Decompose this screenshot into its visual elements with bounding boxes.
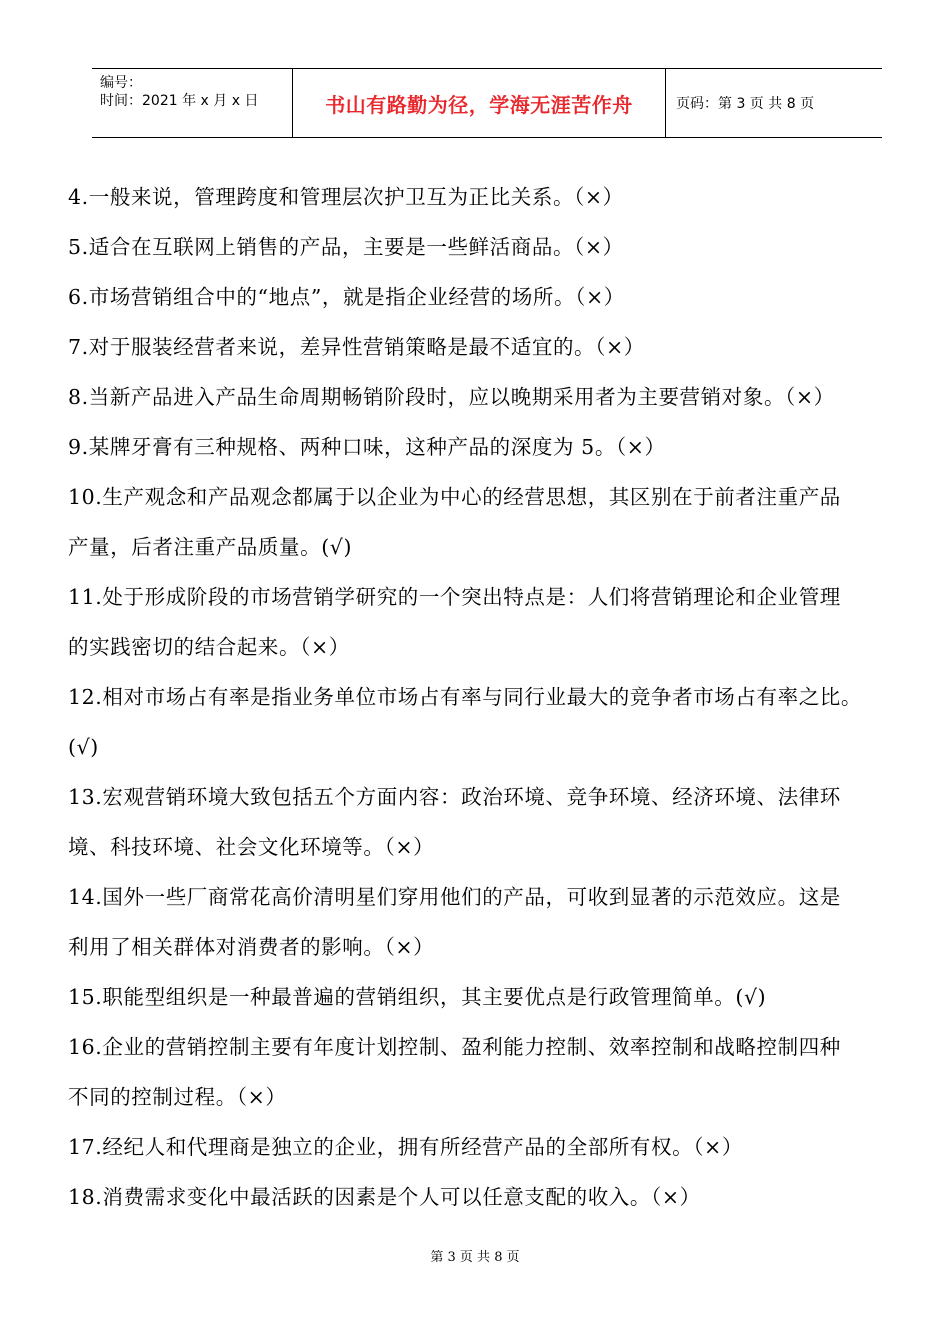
- header-motto-cell: [293, 69, 666, 137]
- text-line: 18.消费需求变化中最活跃的因素是个人可以任意支配的收入。（×）: [68, 1185, 701, 1209]
- text-line: 境、科技环境、社会文化环境等。（×）: [68, 835, 435, 859]
- text-line: 17.经纪人和代理商是独立的企业，拥有所经营产品的全部所有权。（×）: [68, 1135, 743, 1159]
- page-footer: 第 3 页 共 8 页: [430, 1250, 520, 1265]
- text-line: 13.宏观营销环境大致包括五个方面内容：政治环境、竞争环境、经济环境、法律环: [68, 785, 841, 809]
- document-body: [68, 172, 908, 1222]
- text-line: (√): [68, 735, 99, 759]
- text-line: 14.国外一些厂商常花高价清明星们穿用他们的产品，可收到显著的示范效应。这是: [68, 885, 841, 909]
- text-line: 不同的控制过程。（×）: [68, 1085, 287, 1109]
- text-line: 9.某牌牙膏有三种规格、两种口味，这种产品的深度为 5。（×）: [68, 435, 666, 459]
- text-line: 16.企业的营销控制主要有年度计划控制、盈利能力控制、效率控制和战略控制四种: [68, 1035, 841, 1059]
- text-line: 8.当新产品进入产品生命周期畅销阶段时，应以晚期采用者为主要营销对象。（×）: [68, 385, 835, 409]
- page-info: 页码：第 3 页 共 8 页: [676, 96, 815, 112]
- header-page-cell: [666, 69, 882, 137]
- text-line: 10.生产观念和产品观念都属于以企业为中心的经营思想，其区别在于前者注重产品: [68, 485, 841, 509]
- time-label: 时间：2021 年 x 月 x 日: [100, 93, 259, 109]
- text-line: 6.市场营销组合中的“地点”，就是指企业经营的场所。（×）: [68, 285, 625, 309]
- page-header: [92, 68, 882, 138]
- text-line: 产量，后者注重产品质量。(√): [68, 535, 353, 559]
- text-line: 4.一般来说，管理跨度和管理层次护卫互为正比关系。（×）: [68, 185, 624, 209]
- text-line: 利用了相关群体对消费者的影响。（×）: [68, 935, 435, 959]
- text-line: 5.适合在互联网上销售的产品，主要是一些鲜活商品。（×）: [68, 235, 624, 259]
- text-line: 7.对于服装经营者来说，差异性营销策略是最不适宜的。（×）: [68, 335, 645, 359]
- text-line: 12.相对市场占有率是指业务单位市场占有率与同行业最大的竞争者市场占有率之比。: [68, 685, 862, 709]
- motto-text: 书山有路勤为径，学海无涯苦作舟: [325, 92, 633, 117]
- code-label: 编号：: [100, 75, 142, 91]
- header-meta-cell: [92, 69, 293, 137]
- text-line: 的实践密切的结合起来。（×）: [68, 635, 350, 659]
- text-line: 15.职能型组织是一种最普遍的营销组织，其主要优点是行政管理简单。(√): [68, 985, 767, 1009]
- text-line: 11.处于形成阶段的市场营销学研究的一个突出特点是：人们将营销理论和企业管理: [68, 585, 841, 609]
